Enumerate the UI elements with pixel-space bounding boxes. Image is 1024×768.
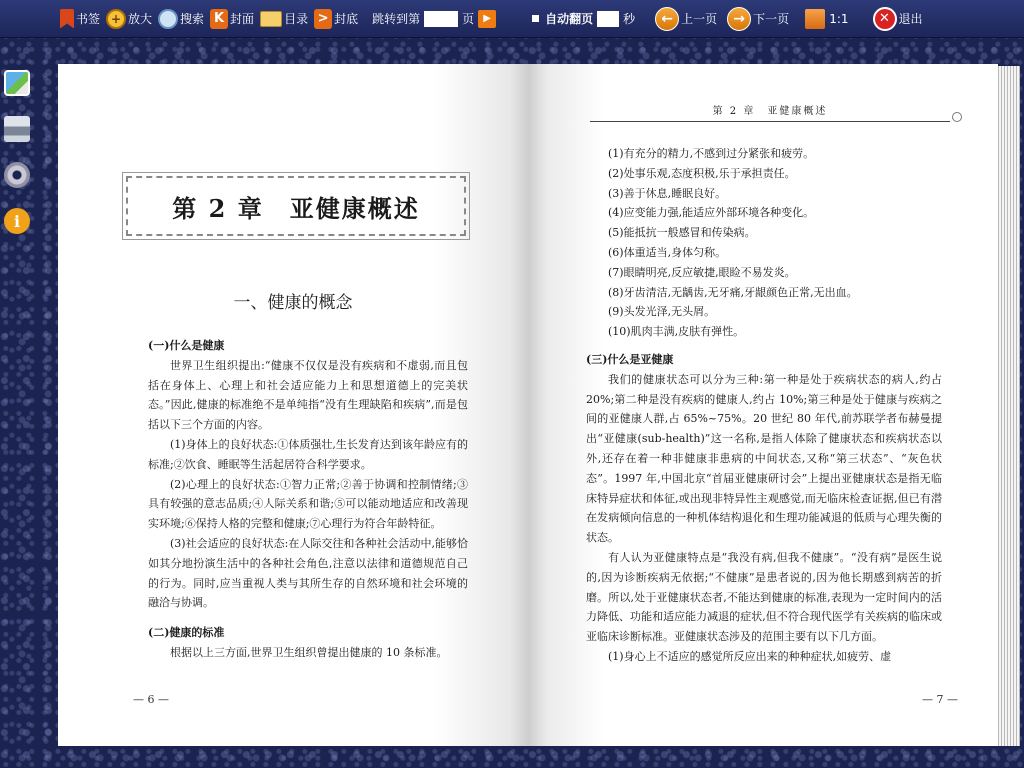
list-item: (2)处事乐观,态度积极,乐于承担责任。 [608,166,796,180]
list-item: (6)体重适当,身体匀称。 [608,245,727,259]
chapter-title-box [126,176,466,236]
zoom-ratio-label: 1:1 [829,11,849,26]
search-icon [158,9,178,29]
photo-icon[interactable] [4,70,30,96]
page-number-input[interactable] [424,11,458,27]
chapter-title: 第 2 章 亚健康概述 [172,193,420,223]
page-edge-stack [996,66,1020,746]
list-item: (7)眼睛明亮,反应敏捷,眼睑不易发炎。 [608,265,796,279]
flower-ornament-icon [952,112,962,122]
prev-page-label: 上一页 [681,12,718,26]
zoom-label: 放大 [128,12,153,26]
auto-flip-seconds-input[interactable] [597,11,619,27]
seconds-label: 秒 [623,12,636,26]
search-button[interactable] [158,0,204,38]
subheading-health-standard: (二)健康的标准 [148,626,225,640]
paragraph: 有人认为亚健康特点是“我没有病,但我不健康”。“没有病”是医生说的,因为诊断疾病无依据;“不健康”是患者说的,因为他长期感到病苦的折磨。所以,处于亚健康状态者,不能达到健康的标准,表现为一定时间内的活力降低、功能和适应能力减退的症状,但不符合现代医学有关疾病的临床或亚临床诊断标准。亚健康状态涉及的范围主要有以下几方面。 [586,550,942,644]
close-icon: ✕ [873,7,897,31]
list-item: (10)肌肉丰满,皮肤有弹性。 [608,325,745,339]
arrow-left-icon: ← [655,7,679,31]
bookmark-label: 书签 [76,12,101,26]
reader-toolbar [0,0,1024,38]
toc-button[interactable] [260,0,308,38]
list-item: (4)应变能力强,能适应外部环境各种变化。 [608,206,815,220]
next-page-button[interactable] [727,0,789,38]
right-body-text [586,144,942,667]
book-icon [260,11,282,27]
back-cover-button[interactable] [314,0,358,38]
paragraph: 我们的健康状态可以分为三种:第一种是处于疾病状态的病人,约占 20%;第二种是没有疾病的健康人,约占 10%;第三种是处于健康与疾病之间的亚健康人群,占 65%~75%。20 世纪 80 年代,前苏联学者布赫曼提出“亚健康(sub-health)”这一名称,是指人体除了健康状态和疾病状态以外,还存在着一种非健康非患病的中间状态,又称“第三状态”、“灰色状态”。1997 年,中国北京“首届亚健康研讨会”上提出亚健康状态是指无临床特异症状和体征,或出现非特异性主观感觉,而无临床检查证据,但已有潜在发病倾向信息的一种机体结构退化和生理功能减退的低质与心理失衡的状态。 [586,372,942,545]
left-page[interactable] [58,64,528,746]
search-label: 搜索 [180,12,205,26]
paragraph: 世界卫生组织提出:“健康不仅仅是没有疾病和不虚弱,而且包括在身体上、心理上和社会适应能力上和思想道德上的完美状态。”因此,健康的标准绝不是单纯指“没有生理缺陷和疾病”,而是包括以下三个方面的内容。 [148,358,468,432]
left-body-text [148,336,468,663]
gear-icon[interactable] [4,162,30,188]
arrow-right-icon: → [727,7,751,31]
prev-page-button[interactable] [655,0,717,38]
last-page-icon: > [314,9,332,29]
subheading-sub-health: (三)什么是亚健康 [586,352,674,366]
paragraph: 根据以上三方面,世界卫生组织曾提出健康的 10 条标准。 [170,645,448,659]
bookmark-icon [60,9,74,29]
back-cover-label: 封底 [334,12,359,26]
auto-flip-checkbox[interactable] [532,15,539,22]
paragraph: (2)心理上的良好状态:①智力正常;②善于协调和控制情绪;③具有较强的意志品质;④人际关系和谐;⑤可以能动地适应和改善现实环境;⑥保持人格的完整和健康;⑦心理行为符合年龄特征。 [148,477,468,531]
section-title: 一、健康的概念 [233,293,353,313]
side-toolbar [4,70,34,254]
auto-flip [532,0,635,38]
paragraph: (3)社会适应的良好状态:在人际交往和各种社会活动中,能够恰如其分地扮演生活中的各种社会角色,注意以法律和道德规范自己的行为。同时,应当重视人类与其所生存的自然环境和社会环境的融洽与协调。 [148,536,468,610]
paragraph: (1)身体上的良好状态:①体质强壮,生长发育达到该年龄应有的标准;②饮食、睡眠等生活起居符合科学要求。 [148,437,468,471]
list-item: (5)能抵抗一般感冒和传染病。 [608,226,756,240]
fit-size-icon [805,9,825,29]
page-number: — 7 — [922,693,958,706]
jump-to-page [372,0,498,38]
printer-icon[interactable] [4,116,30,142]
first-page-icon: K [210,9,228,29]
exit-label: 退出 [898,12,923,26]
bookmark-button[interactable] [60,0,100,38]
zoom-in-icon: + [106,9,126,29]
list-item: (9)头发光泽,无头屑。 [608,305,716,319]
jump-prefix-label: 跳转到第 [372,12,421,26]
actual-size-button[interactable] [805,0,848,38]
exit-button[interactable] [873,0,923,38]
right-page[interactable] [528,64,998,746]
list-item: (8)牙齿清洁,无龋齿,无牙痛,牙龈颜色正常,无出血。 [608,285,858,299]
info-icon[interactable]: i [4,208,30,234]
next-page-label: 下一页 [753,12,790,26]
cover-button[interactable] [210,0,254,38]
cover-label: 封面 [230,12,255,26]
toc-label: 目录 [284,12,309,26]
running-head: 第 2 章 亚健康概述 [590,102,950,122]
jump-suffix-label: 页 [462,12,475,26]
paragraph: (1)身心上不适应的感觉所反应出来的种种症状,如疲劳、虚 [608,649,892,663]
subheading-what-is-health: (一)什么是健康 [148,339,225,352]
page-number: — 6 — [133,693,169,706]
list-item: (1)有充分的精力,不感到过分紧张和疲劳。 [608,147,815,160]
auto-flip-label: 自动翻页 [545,12,594,26]
zoom-in-button[interactable] [106,0,152,38]
book-viewer [58,64,1020,746]
list-item: (3)善于休息,睡眠良好。 [608,186,727,200]
go-play-icon[interactable]: ▶ [478,10,496,28]
